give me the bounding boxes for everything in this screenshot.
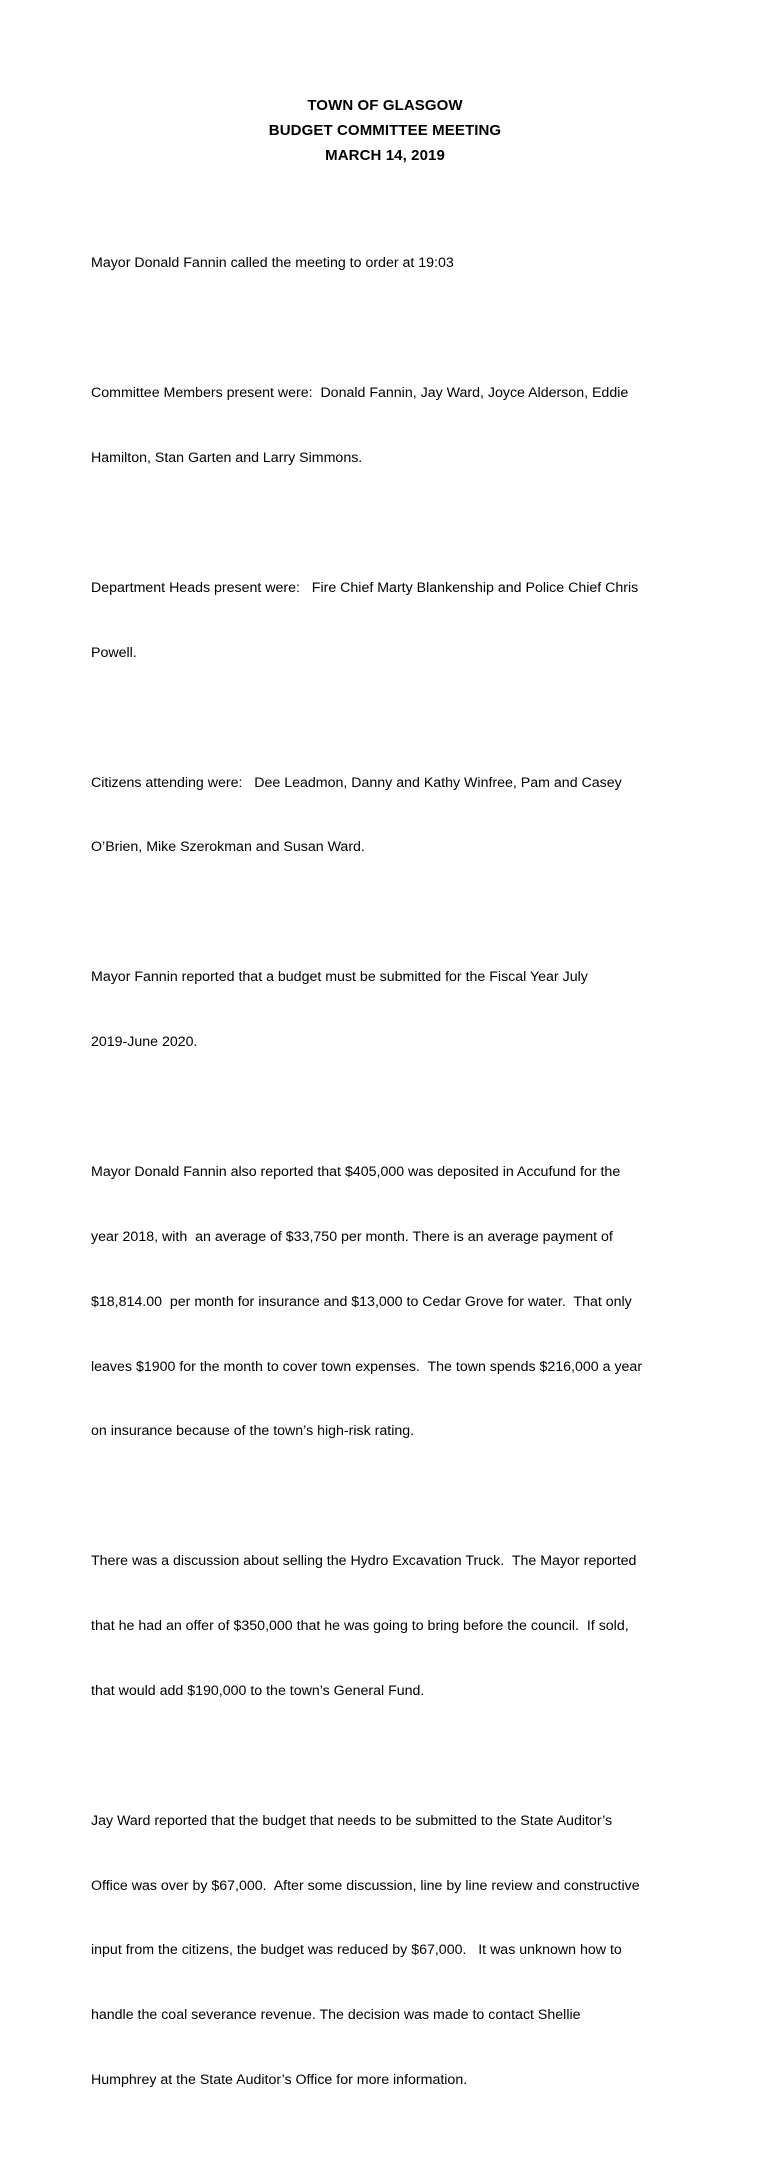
paragraph-line: year 2018, with an average of $33,750 per month. There is an average payment of bbox=[91, 1228, 613, 1245]
paragraph-line: Mayor Fannin reported that a budget must be submitted for the Fiscal Year July bbox=[91, 969, 588, 986]
paragraph-line: Citizens attending were: Dee Leadmon, Danny and Kathy Winfree, Pam and Casey bbox=[91, 774, 622, 791]
paragraph-line: Hamilton, Stan Garten and Larry Simmons. bbox=[91, 449, 363, 466]
paragraph-department-heads bbox=[91, 535, 691, 708]
paragraph-line: that he had an offer of $350,000 that he was going to bring before the council. If sold, bbox=[91, 1618, 629, 1635]
meeting-title: BUDGET COMMITTEE MEETING bbox=[268, 122, 502, 139]
paragraph-accufund-report bbox=[91, 1119, 691, 1486]
paragraph-line: on insurance because of the town’s high-risk rating. bbox=[91, 1423, 415, 1440]
paragraph-line: $18,814.00 per month for insurance and $13,000 to Cedar Grove for water. That only bbox=[91, 1293, 632, 1310]
paragraph-line: leaves $1900 for the month to cover town expenses. The town spends $216,000 a year bbox=[91, 1358, 643, 1375]
paragraph-line: Powell. bbox=[91, 644, 137, 661]
paragraph-line: handle the coal severance revenue. The decision was made to contact Shellie bbox=[91, 2007, 581, 2024]
paragraph-line: Humphrey at the State Auditor’s Office for more information. bbox=[91, 2071, 468, 2088]
document-header bbox=[0, 93, 770, 168]
paragraph-line: that would add $190,000 to the town’s General Fund. bbox=[91, 1682, 425, 1699]
paragraph-line: Department Heads present were: Fire Chief Marty Blankenship and Police Chief Chris bbox=[91, 579, 639, 596]
paragraph-line: Office was over by $67,000. After some discussion, line by line review and constructive bbox=[91, 1877, 640, 1894]
paragraph-line: O’Brien, Mike Szerokman and Susan Ward. bbox=[91, 839, 365, 856]
paragraph-fiscal-year bbox=[91, 924, 691, 1097]
paragraph-line: Committee Members present were: Donald Fannin, Jay Ward, Joyce Alderson, Eddie bbox=[91, 385, 629, 402]
paragraph-line: input from the citizens, the budget was reduced by $67,000. It was unknown how to bbox=[91, 1942, 622, 1959]
paragraph-call-to-order bbox=[91, 210, 691, 318]
paragraph-hydro-truck bbox=[91, 1508, 691, 1746]
town-name: TOWN OF GLASGOW bbox=[307, 97, 463, 114]
meeting-date: MARCH 14, 2019 bbox=[325, 147, 445, 164]
minutes-body bbox=[91, 210, 691, 2157]
paragraph-committee-members bbox=[91, 340, 691, 513]
paragraph-line: Mayor Donald Fannin called the meeting to order at 19:03 bbox=[91, 255, 454, 272]
paragraph-citizens bbox=[91, 729, 691, 902]
paragraph-line: There was a discussion about selling the Hydro Excavation Truck. The Mayor reported bbox=[91, 1553, 637, 1570]
paragraph-line: 2019-June 2020. bbox=[91, 1034, 198, 1051]
paragraph-budget-reduction bbox=[91, 1768, 691, 2135]
paragraph-line: Jay Ward reported that the budget that needs to be submitted to the State Auditor’s bbox=[91, 1812, 613, 1829]
paragraph-line: Mayor Donald Fannin also reported that $405,000 was deposited in Accufund for the bbox=[91, 1164, 621, 1181]
